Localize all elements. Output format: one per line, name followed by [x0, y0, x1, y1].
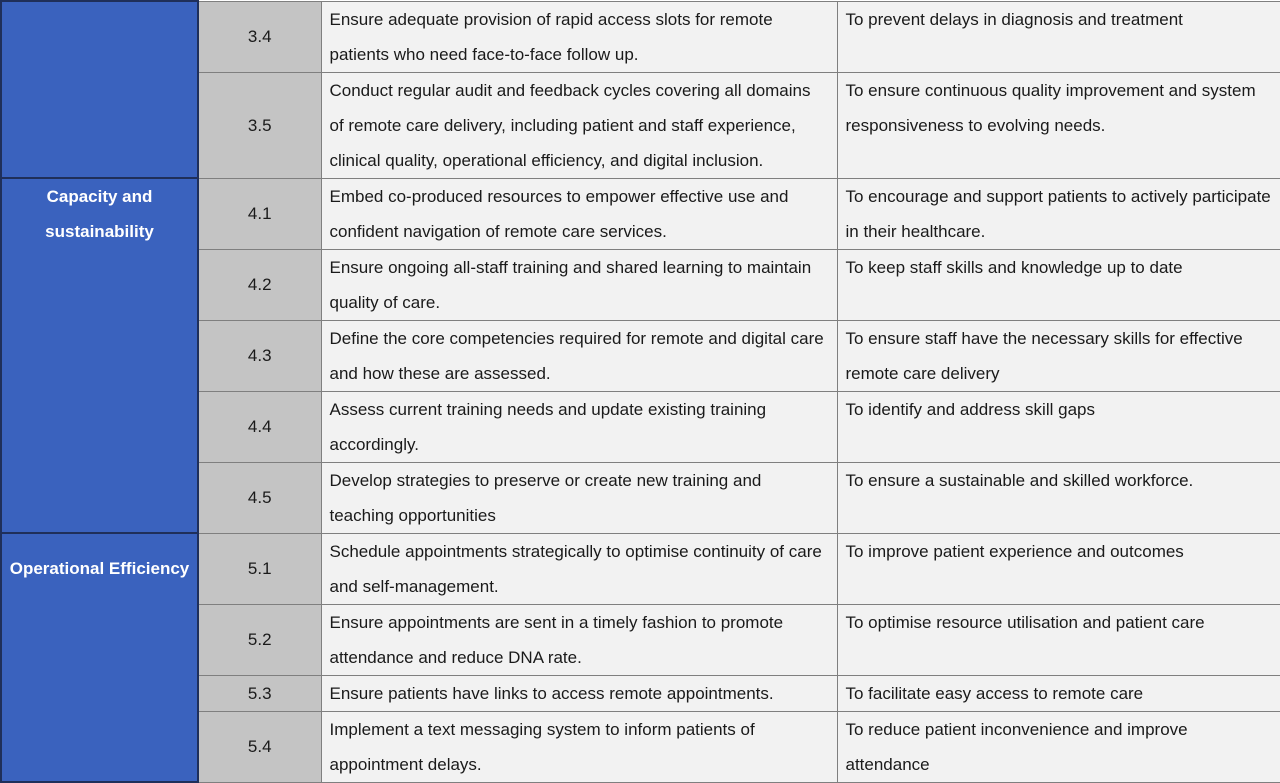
recommendation-number: 5.1: [198, 533, 321, 604]
recommendation-action: Assess current training needs and update existing training accordingly.: [321, 391, 837, 462]
recommendation-number: 4.1: [198, 178, 321, 249]
recommendation-action: Develop strategies to preserve or create new training and teaching opportunities: [321, 462, 837, 533]
recommendation-rationale: To identify and address skill gaps: [837, 391, 1280, 462]
recommendation-number: 3.4: [198, 1, 321, 72]
recommendation-action: Define the core competencies required for remote and digital care and how these are assessed.: [321, 320, 837, 391]
table-row: [1, 533, 1280, 604]
recommendation-action: Conduct regular audit and feedback cycles covering all domains of remote care delivery, including patient and staff experience, clinical quality, operational efficiency, and digital inclusion.: [321, 72, 837, 178]
domain-cell: [1, 1, 198, 178]
table-row: [1, 1, 1280, 72]
recommendation-rationale: To facilitate easy access to remote care: [837, 675, 1280, 711]
recommendation-number: 5.4: [198, 711, 321, 782]
recommendation-number: 5.3: [198, 675, 321, 711]
recommendation-rationale: To ensure continuous quality improvement and system responsiveness to evolving needs.: [837, 72, 1280, 178]
recommendation-action: Ensure appointments are sent in a timely fashion to promote attendance and reduce DNA rate.: [321, 604, 837, 675]
recommendation-action: Implement a text messaging system to inform patients of appointment delays.: [321, 711, 837, 782]
domain-cell-operational-efficiency: Operational Efficiency: [1, 533, 198, 782]
recommendation-action: Schedule appointments strategically to optimise continuity of care and self-management.: [321, 533, 837, 604]
recommendation-action: Ensure adequate provision of rapid access slots for remote patients who need face-to-face follow up.: [321, 1, 837, 72]
recommendation-number: 4.5: [198, 462, 321, 533]
recommendation-number: 4.2: [198, 249, 321, 320]
table-row: [1, 178, 1280, 249]
recommendation-action: Ensure ongoing all-staff training and shared learning to maintain quality of care.: [321, 249, 837, 320]
recommendation-rationale: To improve patient experience and outcomes: [837, 533, 1280, 604]
recommendation-rationale: To prevent delays in diagnosis and treatment: [837, 1, 1280, 72]
recommendation-rationale: To ensure a sustainable and skilled workforce.: [837, 462, 1280, 533]
domain-cell-capacity-sustainability: Capacity and sustainability: [1, 178, 198, 533]
recommendation-rationale: To encourage and support patients to actively participate in their healthcare.: [837, 178, 1280, 249]
recommendation-rationale: To ensure staff have the necessary skills for effective remote care delivery: [837, 320, 1280, 391]
recommendation-number: 3.5: [198, 72, 321, 178]
recommendation-action: Embed co-produced resources to empower effective use and confident navigation of remote care services.: [321, 178, 837, 249]
recommendation-rationale: To reduce patient inconvenience and improve attendance: [837, 711, 1280, 782]
recommendation-rationale: To optimise resource utilisation and patient care: [837, 604, 1280, 675]
recommendation-action: Ensure patients have links to access remote appointments.: [321, 675, 837, 711]
recommendation-rationale: To keep staff skills and knowledge up to date: [837, 249, 1280, 320]
recommendation-number: 4.3: [198, 320, 321, 391]
recommendation-number: 5.2: [198, 604, 321, 675]
recommendation-number: 4.4: [198, 391, 321, 462]
